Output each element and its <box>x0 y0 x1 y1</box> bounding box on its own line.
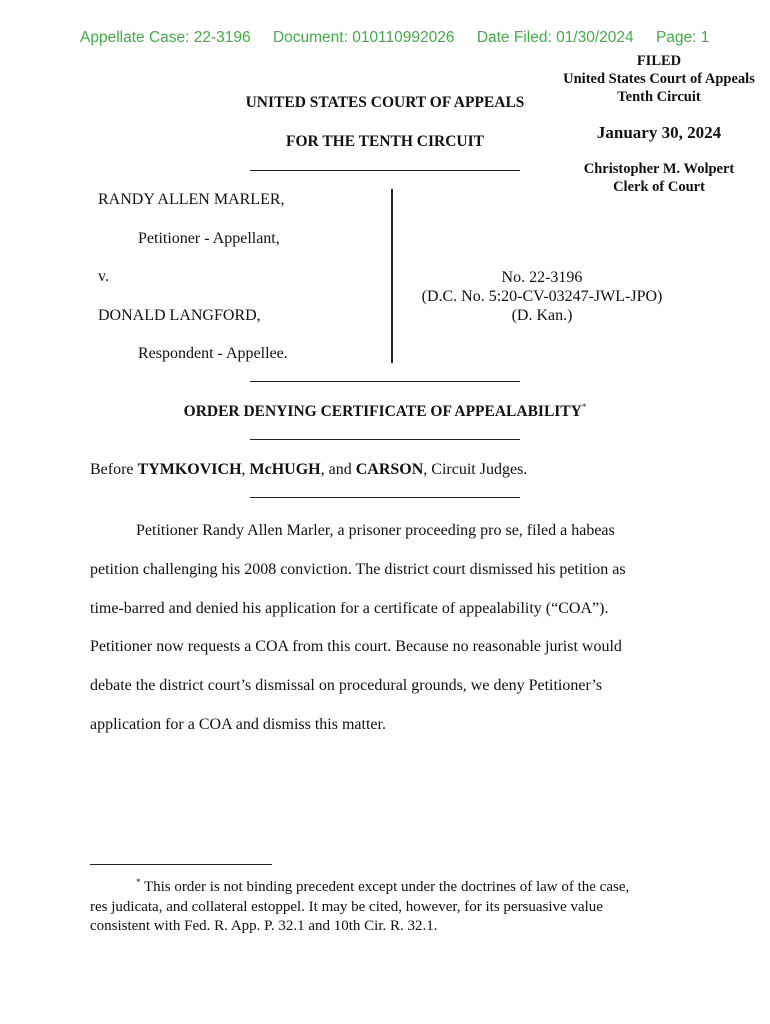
versus: v. <box>98 268 109 285</box>
divider-rule <box>250 497 520 498</box>
order-body <box>90 512 690 745</box>
stamp-document: Document: 010110992026 <box>272 29 455 46</box>
body-line: debate the district court’s dismissal on procedural grounds, we deny Petitioner’s <box>90 677 603 695</box>
stamp-page: Page: 1 <box>655 29 710 46</box>
divider-rule <box>250 381 520 382</box>
case-number-block <box>400 268 684 325</box>
footnote-line: res judicata, and collateral estoppel. It may be cited, however, for its persuasive value <box>90 898 603 915</box>
court-subtitle: FOR THE TENTH CIRCUIT <box>286 133 484 150</box>
stamp-case: Appellate Case: 22-3196 <box>80 29 251 46</box>
filed-label: FILED <box>636 53 682 69</box>
dc-number: (D.C. No. 5:20-CV-03247-JWL-JPO) <box>421 288 663 305</box>
body-line: petition challenging his 2008 conviction. The district court dismissed his petition as <box>90 560 626 578</box>
footnote-text: This order is not binding precedent except under the doctrines of law of the case, <box>140 879 630 895</box>
clerk-name: Christopher M. Wolpert <box>583 161 735 177</box>
body-line: time-barred and denied his application for a certificate of appealability (“COA”). <box>90 599 609 617</box>
stamp-date-filed: Date Filed: 01/30/2024 <box>476 29 634 46</box>
footnote <box>90 873 690 937</box>
respondent-name: DONALD LANGFORD, <box>98 307 261 324</box>
caption-divider <box>391 189 393 363</box>
filed-circuit: Tenth Circuit <box>617 89 701 105</box>
panel-line <box>90 461 527 479</box>
petitioner-name: RANDY ALLEN MARLER, <box>98 191 285 208</box>
judge-name: McHUGH <box>249 461 321 478</box>
separator: , <box>241 461 250 478</box>
body-line: Petitioner Randy Allen Marler, a prisoner proceeding pro se, filed a habeas <box>136 522 615 539</box>
before-suffix: , Circuit Judges. <box>423 461 528 478</box>
filing-stamp-header <box>80 29 720 47</box>
case-number: No. 22-3196 <box>501 269 583 286</box>
judge-name: CARSON <box>355 461 424 478</box>
filed-block <box>552 52 766 196</box>
footnote-line: consistent with Fed. R. App. P. 32.1 and 10th Cir. R. 32.1. <box>90 918 438 934</box>
separator: , and <box>320 461 356 478</box>
district: (D. Kan.) <box>511 307 573 324</box>
footnote-line <box>90 873 690 898</box>
order-title <box>120 402 650 421</box>
footnote-marker: * <box>581 402 587 412</box>
body-line: Petitioner now requests a COA from this court. Because no reasonable jurist would <box>90 638 622 656</box>
respondent-role: Respondent - Appellee. <box>138 345 288 362</box>
footnote-marker: * <box>136 877 141 887</box>
clerk-title: Clerk of Court <box>613 179 705 195</box>
petitioner-role: Petitioner - Appellant, <box>138 230 280 247</box>
court-title: UNITED STATES COURT OF APPEALS <box>245 94 525 111</box>
footnote-rule <box>90 864 272 865</box>
body-line: application for a COA and dismiss this matter. <box>90 715 386 733</box>
order-title-text: ORDER DENYING CERTIFICATE OF APPEALABILITY <box>183 403 582 421</box>
before-prefix: Before <box>90 461 138 478</box>
filed-court: United States Court of Appeals <box>563 71 755 87</box>
judge-name: TYMKOVICH <box>137 461 242 478</box>
divider-rule <box>250 439 520 440</box>
divider-rule <box>250 170 520 171</box>
filed-date: January 30, 2024 <box>596 123 722 142</box>
